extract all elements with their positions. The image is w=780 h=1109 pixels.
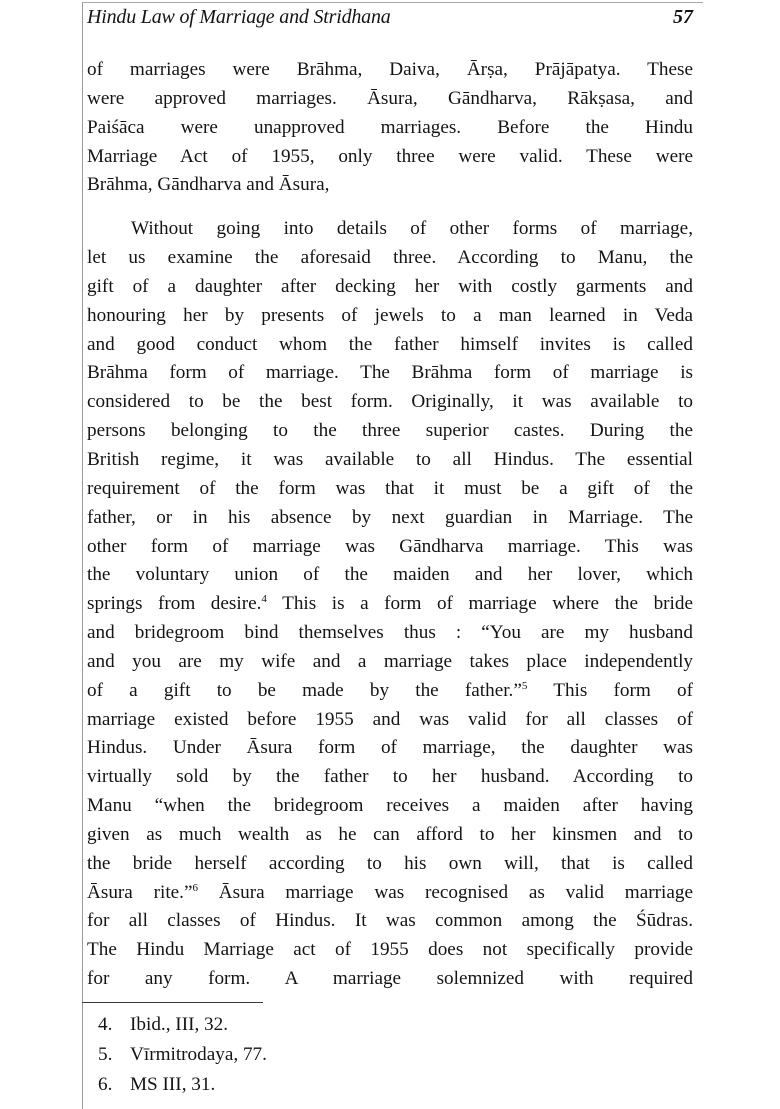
text-line: honouring her by presents of jewels to a man learned in Veda: [87, 304, 693, 326]
text-line: let us examine the aforesaid three. According to Manu, the: [87, 247, 693, 269]
footnote-number: 4.: [98, 1014, 113, 1035]
footnote-number: 5.: [98, 1044, 113, 1065]
text-segment: Āsura rite.”: [87, 881, 193, 903]
text-line: given as much wealth as he can afford to her kinsmen and to: [87, 823, 693, 845]
body-text: [87, 56, 693, 994]
text-line: and bridegroom bind themselves thus : “You are my husband: [87, 622, 693, 644]
text-line: Brāhma, Gāndharva and Āsura,: [87, 174, 330, 196]
text-line: Marriage Act of 1955, only three were valid. These were: [87, 145, 693, 167]
footnote-ref-4[interactable]: 4: [261, 593, 267, 606]
text-line: persons belonging to the three superior castes. During the: [87, 420, 693, 442]
paragraph-2: [87, 215, 693, 994]
text-line: virtually sold by the father to her husband. According to: [87, 766, 693, 788]
text-line: Manu “when the bridegroom receives a maiden after having: [87, 795, 693, 817]
text-line: considered to be the best form. Originally, it was available to: [87, 391, 693, 413]
running-title: Hindu Law of Marriage and Stridhana: [87, 6, 391, 28]
footnote-text: Vīrmitrodaya, 77.: [130, 1044, 267, 1065]
running-head: [87, 6, 693, 36]
footnote-ref-5[interactable]: 5: [521, 679, 528, 692]
footnote-5: [98, 1040, 498, 1070]
text-line: gift of a daughter after decking her with costly garments and: [87, 275, 693, 297]
footnote-number: 6.: [98, 1074, 113, 1095]
text-line: Brāhma form of marriage. The Brāhma form of marriage is: [87, 362, 693, 384]
text-segment: Āsura marriage was recognised as valid marriage: [198, 881, 693, 903]
text-line: requirement of the form was that it must be a gift of the: [87, 477, 693, 499]
footnote-6: [98, 1070, 498, 1100]
text-segment: springs from desire.: [87, 593, 262, 615]
text-line: the voluntary union of the maiden and her lover, which: [87, 564, 693, 586]
text-line: father, or in his absence by next guardian in Marriage. The: [87, 506, 693, 528]
text-segment: of a gift to be made by the father.”: [87, 679, 522, 701]
text-line: of marriages were Brāhma, Daiva, Ārṣa, Prājāpatya. These: [87, 59, 693, 80]
text-line-with-footnote: [87, 677, 693, 706]
text-line: for all classes of Hindus. It was common among the Śūdras.: [87, 910, 693, 932]
footnote-text: Ibid., III, 32.: [130, 1014, 229, 1035]
footnote-text: MS III, 31.: [130, 1074, 216, 1095]
footnotes: [98, 1010, 498, 1100]
text-line: Hindus. Under Āsura form of marriage, the daughter was: [87, 737, 693, 759]
text-segment: This form of: [527, 679, 693, 701]
text-line-with-footnote: [87, 590, 693, 619]
text-line: The Hindu Marriage act of 1955 does not specifically provide: [87, 939, 693, 961]
text-line: and you are my wife and a marriage takes place independently: [87, 650, 693, 672]
text-line: marriage existed before 1955 and was valid for all classes of: [87, 708, 693, 730]
text-line: and good conduct whom the father himself invites is called: [87, 333, 693, 355]
text-line: Without going into details of other forms of marriage,: [131, 218, 693, 240]
footnote-4: [98, 1010, 498, 1040]
text-line: were approved marriages. Āsura, Gāndharva, Rākṣasa, and: [87, 87, 693, 109]
text-line: for any form. A marriage solemnized with required: [87, 968, 693, 990]
text-line: other form of marriage was Gāndharva marriage. This was: [87, 535, 693, 557]
footnote-divider: [82, 1002, 263, 1003]
text-line: the bride herself according to his own will, that is called: [87, 852, 693, 874]
text-line: British regime, it was available to all Hindus. The essential: [87, 448, 693, 470]
text-segment: This is a form of marriage where the bride: [266, 593, 693, 615]
page-number: 57: [673, 6, 693, 28]
text-line-with-footnote: [87, 879, 693, 908]
paragraph-1: [87, 56, 693, 200]
text-line: Paiśāca were unapproved marriages. Before the Hindu: [87, 116, 693, 138]
paragraph-spacer: [87, 200, 693, 215]
footnote-ref-6[interactable]: 6: [192, 881, 198, 894]
